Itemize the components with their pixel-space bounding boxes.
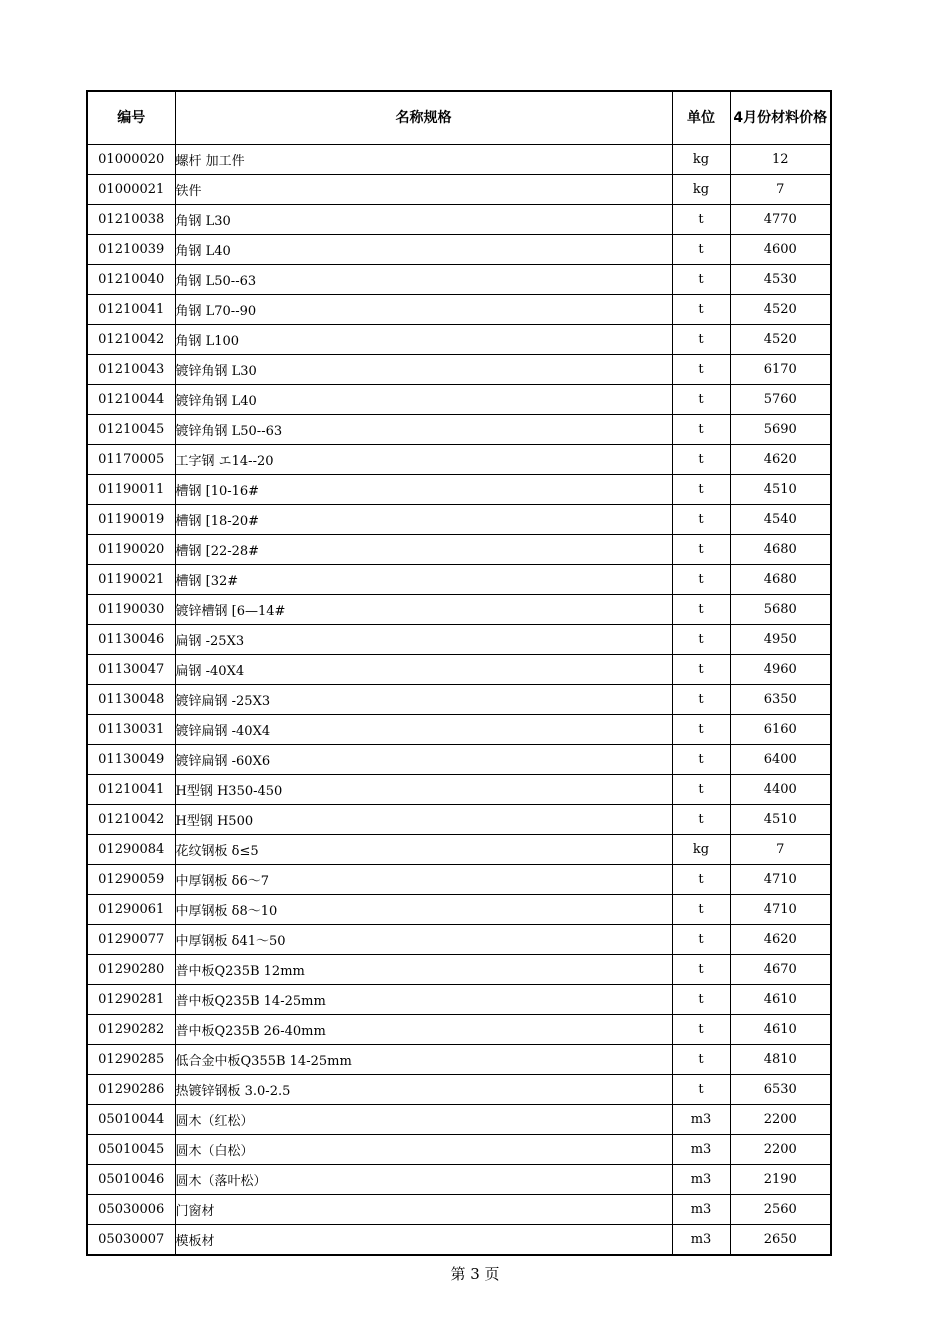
cell-code: 01290281 (87, 985, 175, 1015)
cell-price: 2650 (730, 1225, 831, 1256)
cell-price: 2200 (730, 1135, 831, 1165)
cell-unit: t (672, 355, 730, 385)
cell-code: 01170005 (87, 445, 175, 475)
cell-price: 4510 (730, 475, 831, 505)
table-row (87, 955, 831, 985)
cell-name-spec: 槽钢 [32# (175, 565, 672, 595)
table-row (87, 1075, 831, 1105)
cell-unit: t (672, 295, 730, 325)
cell-price: 4950 (730, 625, 831, 655)
cell-name-spec: 低合金中板Q355B 14-25mm (175, 1045, 672, 1075)
cell-price: 4530 (730, 265, 831, 295)
table-row (87, 685, 831, 715)
cell-name-spec: 镀锌角钢 L30 (175, 355, 672, 385)
cell-name-spec: 工字钢 エ14--20 (175, 445, 672, 475)
cell-name-spec: 圆木（红松） (175, 1105, 672, 1135)
cell-code: 01000021 (87, 175, 175, 205)
table-body (87, 145, 831, 1256)
cell-code: 01290084 (87, 835, 175, 865)
cell-price: 4710 (730, 895, 831, 925)
cell-code: 01290077 (87, 925, 175, 955)
cell-code: 05030006 (87, 1195, 175, 1225)
cell-price: 2190 (730, 1165, 831, 1195)
cell-code: 05010045 (87, 1135, 175, 1165)
cell-code: 05010046 (87, 1165, 175, 1195)
cell-name-spec: 镀锌角钢 L50--63 (175, 415, 672, 445)
table-row (87, 385, 831, 415)
cell-unit: t (672, 985, 730, 1015)
cell-price: 4400 (730, 775, 831, 805)
cell-name-spec: 模板材 (175, 1225, 672, 1256)
cell-price: 4620 (730, 925, 831, 955)
cell-unit: m3 (672, 1135, 730, 1165)
cell-unit: t (672, 775, 730, 805)
cell-price: 5690 (730, 415, 831, 445)
cell-code: 01210038 (87, 205, 175, 235)
cell-price: 2200 (730, 1105, 831, 1135)
cell-unit: t (672, 715, 730, 745)
cell-unit: m3 (672, 1105, 730, 1135)
table-row (87, 205, 831, 235)
cell-name-spec: 角钢 L100 (175, 325, 672, 355)
cell-price: 4610 (730, 985, 831, 1015)
table-row (87, 415, 831, 445)
table-row (87, 775, 831, 805)
table-header-row (87, 91, 831, 145)
table-row (87, 1015, 831, 1045)
cell-code: 05030007 (87, 1225, 175, 1256)
cell-price: 4710 (730, 865, 831, 895)
table-row (87, 535, 831, 565)
table-row (87, 835, 831, 865)
cell-unit: t (672, 805, 730, 835)
cell-name-spec: 槽钢 [10-16# (175, 475, 672, 505)
cell-unit: t (672, 445, 730, 475)
cell-name-spec: 槽钢 [18-20# (175, 505, 672, 535)
table-row (87, 475, 831, 505)
table-row (87, 295, 831, 325)
cell-code: 01130031 (87, 715, 175, 745)
cell-name-spec: 中厚钢板 δ41～50 (175, 925, 672, 955)
cell-unit: t (672, 505, 730, 535)
table-row (87, 1225, 831, 1256)
table-row (87, 565, 831, 595)
cell-unit: kg (672, 145, 730, 175)
cell-unit: t (672, 415, 730, 445)
table-row (87, 805, 831, 835)
cell-unit: t (672, 955, 730, 985)
table-row (87, 625, 831, 655)
cell-code: 01210041 (87, 775, 175, 805)
cell-name-spec: 镀锌扁钢 -60X6 (175, 745, 672, 775)
cell-price: 4510 (730, 805, 831, 835)
table-row (87, 985, 831, 1015)
cell-price: 6160 (730, 715, 831, 745)
cell-price: 4540 (730, 505, 831, 535)
cell-name-spec: 铁件 (175, 175, 672, 205)
cell-name-spec: 镀锌角钢 L40 (175, 385, 672, 415)
table-row (87, 1135, 831, 1165)
cell-unit: t (672, 685, 730, 715)
cell-price: 12 (730, 145, 831, 175)
cell-price: 2560 (730, 1195, 831, 1225)
cell-price: 5760 (730, 385, 831, 415)
cell-name-spec: 角钢 L70--90 (175, 295, 672, 325)
table-row (87, 265, 831, 295)
cell-code: 01290061 (87, 895, 175, 925)
table-row (87, 745, 831, 775)
cell-name-spec: 角钢 L30 (175, 205, 672, 235)
cell-code: 01190030 (87, 595, 175, 625)
cell-name-spec: 普中板Q235B 14-25mm (175, 985, 672, 1015)
cell-unit: kg (672, 175, 730, 205)
cell-unit: kg (672, 835, 730, 865)
header-price: 4月份材料价格 (730, 91, 831, 145)
cell-price: 6170 (730, 355, 831, 385)
page-number: 第 3 页 (450, 1265, 500, 1283)
cell-unit: t (672, 625, 730, 655)
table-row (87, 895, 831, 925)
cell-code: 01210044 (87, 385, 175, 415)
cell-unit: t (672, 745, 730, 775)
table-row (87, 1105, 831, 1135)
cell-name-spec: 花纹钢板 δ≤5 (175, 835, 672, 865)
cell-name-spec: 中厚钢板 δ8～10 (175, 895, 672, 925)
table-row (87, 505, 831, 535)
cell-code: 01130047 (87, 655, 175, 685)
cell-code: 01190019 (87, 505, 175, 535)
cell-unit: t (672, 475, 730, 505)
cell-unit: t (672, 325, 730, 355)
cell-code: 01210039 (87, 235, 175, 265)
cell-name-spec: 门窗材 (175, 1195, 672, 1225)
table-row (87, 235, 831, 265)
cell-name-spec: 普中板Q235B 26-40mm (175, 1015, 672, 1045)
cell-code: 01190011 (87, 475, 175, 505)
cell-price: 6530 (730, 1075, 831, 1105)
cell-unit: t (672, 1075, 730, 1105)
cell-code: 01290286 (87, 1075, 175, 1105)
cell-price: 5680 (730, 595, 831, 625)
cell-price: 4770 (730, 205, 831, 235)
cell-price: 4810 (730, 1045, 831, 1075)
cell-unit: t (672, 1015, 730, 1045)
cell-code: 01130048 (87, 685, 175, 715)
cell-price: 4680 (730, 565, 831, 595)
cell-name-spec: 扁钢 -40X4 (175, 655, 672, 685)
cell-code: 01210040 (87, 265, 175, 295)
cell-code: 01210045 (87, 415, 175, 445)
cell-unit: t (672, 535, 730, 565)
cell-unit: m3 (672, 1225, 730, 1256)
cell-price: 4610 (730, 1015, 831, 1045)
cell-name-spec: H型钢 H500 (175, 805, 672, 835)
cell-unit: t (672, 865, 730, 895)
material-price-table (86, 90, 832, 1256)
cell-name-spec: 镀锌槽钢 [6—14# (175, 595, 672, 625)
table-row (87, 1195, 831, 1225)
cell-unit: t (672, 205, 730, 235)
cell-name-spec: 槽钢 [22-28# (175, 535, 672, 565)
cell-price: 4680 (730, 535, 831, 565)
cell-unit: m3 (672, 1165, 730, 1195)
cell-code: 01130046 (87, 625, 175, 655)
cell-price: 7 (730, 835, 831, 865)
cell-price: 6350 (730, 685, 831, 715)
table-row (87, 355, 831, 385)
cell-price: 4960 (730, 655, 831, 685)
cell-name-spec: 角钢 L50--63 (175, 265, 672, 295)
table-row (87, 865, 831, 895)
cell-name-spec: 镀锌扁钢 -40X4 (175, 715, 672, 745)
cell-code: 01290285 (87, 1045, 175, 1075)
cell-code: 01290282 (87, 1015, 175, 1045)
cell-name-spec: 中厚钢板 δ6～7 (175, 865, 672, 895)
cell-name-spec: 角钢 L40 (175, 235, 672, 265)
cell-unit: t (672, 895, 730, 925)
cell-name-spec: H型钢 H350-450 (175, 775, 672, 805)
table-row (87, 925, 831, 955)
cell-unit: t (672, 925, 730, 955)
cell-code: 01290059 (87, 865, 175, 895)
cell-code: 01210043 (87, 355, 175, 385)
cell-name-spec: 螺杆 加工件 (175, 145, 672, 175)
table-row (87, 1045, 831, 1075)
cell-code: 01210042 (87, 325, 175, 355)
cell-unit: t (672, 595, 730, 625)
cell-code: 01210041 (87, 295, 175, 325)
cell-unit: t (672, 385, 730, 415)
cell-name-spec: 圆木（落叶松） (175, 1165, 672, 1195)
cell-price: 6400 (730, 745, 831, 775)
cell-code: 01290280 (87, 955, 175, 985)
cell-name-spec: 普中板Q235B 12mm (175, 955, 672, 985)
cell-unit: t (672, 265, 730, 295)
table-row (87, 175, 831, 205)
table-row (87, 445, 831, 475)
table-row (87, 655, 831, 685)
cell-name-spec: 热镀锌钢板 3.0-2.5 (175, 1075, 672, 1105)
cell-price: 4520 (730, 295, 831, 325)
cell-code: 01000020 (87, 145, 175, 175)
cell-price: 4670 (730, 955, 831, 985)
cell-unit: t (672, 655, 730, 685)
cell-code: 05010044 (87, 1105, 175, 1135)
cell-price: 4520 (730, 325, 831, 355)
cell-unit: m3 (672, 1195, 730, 1225)
cell-name-spec: 镀锌扁钢 -25X3 (175, 685, 672, 715)
cell-unit: t (672, 565, 730, 595)
table-row (87, 325, 831, 355)
table-row (87, 595, 831, 625)
cell-price: 4600 (730, 235, 831, 265)
cell-price: 4620 (730, 445, 831, 475)
header-unit: 单位 (672, 91, 730, 145)
cell-code: 01130049 (87, 745, 175, 775)
cell-code: 01190020 (87, 535, 175, 565)
cell-unit: t (672, 1045, 730, 1075)
header-name-spec: 名称规格 (175, 91, 672, 145)
cell-unit: t (672, 235, 730, 265)
cell-name-spec: 扁钢 -25X3 (175, 625, 672, 655)
table-row (87, 145, 831, 175)
header-code: 编号 (87, 91, 175, 145)
table-row (87, 715, 831, 745)
cell-price: 7 (730, 175, 831, 205)
cell-name-spec: 圆木（白松） (175, 1135, 672, 1165)
cell-code: 01210042 (87, 805, 175, 835)
cell-code: 01190021 (87, 565, 175, 595)
table-row (87, 1165, 831, 1195)
